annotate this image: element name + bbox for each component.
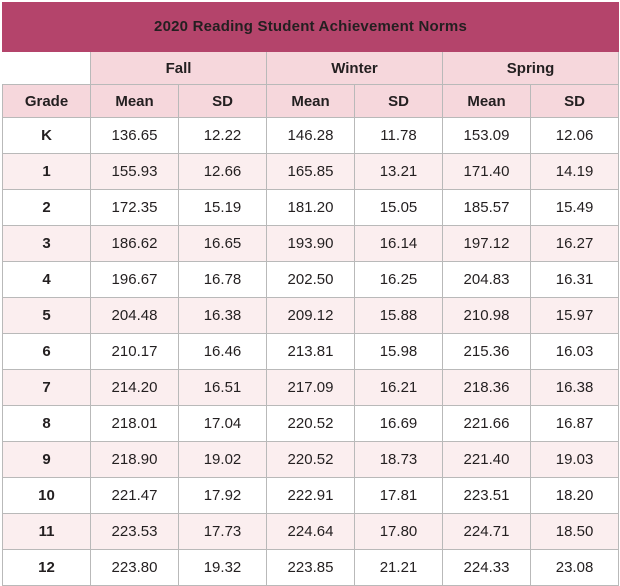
cell-spring-mean: 215.36 <box>443 334 531 370</box>
cell-fall-sd: 16.78 <box>179 262 267 298</box>
cell-grade: 7 <box>3 370 91 406</box>
cell-winter-mean: 217.09 <box>267 370 355 406</box>
cell-fall-mean: 218.90 <box>91 442 179 478</box>
cell-spring-sd: 23.08 <box>531 550 619 586</box>
cell-winter-sd: 16.25 <box>355 262 443 298</box>
norms-table-body <box>3 118 619 586</box>
cell-fall-sd: 19.32 <box>179 550 267 586</box>
cell-grade: 11 <box>3 514 91 550</box>
cell-spring-sd: 16.87 <box>531 406 619 442</box>
cell-grade: 10 <box>3 478 91 514</box>
column-header-winter-sd: SD <box>355 85 443 118</box>
column-header-fall-mean: Mean <box>91 85 179 118</box>
cell-fall-mean: 172.35 <box>91 190 179 226</box>
cell-fall-sd: 17.04 <box>179 406 267 442</box>
cell-fall-mean: 221.47 <box>91 478 179 514</box>
cell-fall-mean: 223.53 <box>91 514 179 550</box>
title-row <box>3 3 619 52</box>
cell-spring-sd: 18.20 <box>531 478 619 514</box>
table-row <box>3 478 619 514</box>
achievement-norms-table <box>2 2 619 586</box>
cell-spring-sd: 15.49 <box>531 190 619 226</box>
cell-grade: 2 <box>3 190 91 226</box>
cell-grade: 8 <box>3 406 91 442</box>
column-header-spring-mean: Mean <box>443 85 531 118</box>
column-header-fall-sd: SD <box>179 85 267 118</box>
cell-winter-mean: 220.52 <box>267 406 355 442</box>
cell-spring-sd: 16.27 <box>531 226 619 262</box>
cell-winter-sd: 17.81 <box>355 478 443 514</box>
cell-grade: 12 <box>3 550 91 586</box>
cell-fall-mean: 136.65 <box>91 118 179 154</box>
cell-grade: 1 <box>3 154 91 190</box>
table-row <box>3 370 619 406</box>
page-title: 2020 Reading Student Achievement Norms <box>3 3 619 52</box>
cell-winter-sd: 16.21 <box>355 370 443 406</box>
cell-winter-mean: 193.90 <box>267 226 355 262</box>
cell-fall-sd: 12.22 <box>179 118 267 154</box>
season-header-winter: Winter <box>267 52 443 85</box>
cell-grade: 6 <box>3 334 91 370</box>
cell-spring-mean: 224.71 <box>443 514 531 550</box>
cell-fall-mean: 155.93 <box>91 154 179 190</box>
season-header-fall: Fall <box>91 52 267 85</box>
cell-winter-sd: 21.21 <box>355 550 443 586</box>
table-row <box>3 550 619 586</box>
cell-fall-mean: 210.17 <box>91 334 179 370</box>
cell-fall-mean: 214.20 <box>91 370 179 406</box>
cell-winter-mean: 181.20 <box>267 190 355 226</box>
column-header-row <box>3 85 619 118</box>
cell-spring-mean: 197.12 <box>443 226 531 262</box>
cell-spring-sd: 14.19 <box>531 154 619 190</box>
cell-spring-sd: 16.38 <box>531 370 619 406</box>
cell-winter-mean: 202.50 <box>267 262 355 298</box>
cell-spring-mean: 218.36 <box>443 370 531 406</box>
cell-spring-mean: 224.33 <box>443 550 531 586</box>
cell-spring-mean: 171.40 <box>443 154 531 190</box>
season-header-row <box>3 52 619 85</box>
column-header-grade: Grade <box>3 85 91 118</box>
table-row <box>3 298 619 334</box>
cell-winter-mean: 209.12 <box>267 298 355 334</box>
cell-fall-mean: 186.62 <box>91 226 179 262</box>
cell-spring-sd: 18.50 <box>531 514 619 550</box>
cell-fall-sd: 19.02 <box>179 442 267 478</box>
cell-winter-sd: 16.14 <box>355 226 443 262</box>
table-row <box>3 226 619 262</box>
table-row <box>3 118 619 154</box>
cell-winter-sd: 11.78 <box>355 118 443 154</box>
cell-winter-sd: 15.05 <box>355 190 443 226</box>
cell-spring-mean: 223.51 <box>443 478 531 514</box>
cell-fall-sd: 16.51 <box>179 370 267 406</box>
cell-fall-sd: 17.92 <box>179 478 267 514</box>
table-row <box>3 154 619 190</box>
table-row <box>3 442 619 478</box>
cell-fall-sd: 12.66 <box>179 154 267 190</box>
cell-fall-mean: 218.01 <box>91 406 179 442</box>
cell-spring-sd: 15.97 <box>531 298 619 334</box>
table-row <box>3 190 619 226</box>
table-row <box>3 406 619 442</box>
cell-fall-sd: 17.73 <box>179 514 267 550</box>
cell-winter-mean: 213.81 <box>267 334 355 370</box>
cell-winter-mean: 220.52 <box>267 442 355 478</box>
cell-grade: 5 <box>3 298 91 334</box>
cell-winter-sd: 13.21 <box>355 154 443 190</box>
cell-winter-sd: 15.88 <box>355 298 443 334</box>
cell-grade: 3 <box>3 226 91 262</box>
cell-grade: K <box>3 118 91 154</box>
cell-winter-mean: 146.28 <box>267 118 355 154</box>
cell-winter-mean: 165.85 <box>267 154 355 190</box>
cell-winter-sd: 16.69 <box>355 406 443 442</box>
cell-spring-mean: 204.83 <box>443 262 531 298</box>
cell-winter-mean: 224.64 <box>267 514 355 550</box>
cell-winter-sd: 15.98 <box>355 334 443 370</box>
cell-winter-mean: 222.91 <box>267 478 355 514</box>
cell-winter-sd: 17.80 <box>355 514 443 550</box>
cell-spring-mean: 185.57 <box>443 190 531 226</box>
cell-grade: 9 <box>3 442 91 478</box>
cell-spring-mean: 153.09 <box>443 118 531 154</box>
cell-spring-sd: 12.06 <box>531 118 619 154</box>
cell-fall-sd: 16.65 <box>179 226 267 262</box>
column-header-spring-sd: SD <box>531 85 619 118</box>
cell-winter-sd: 18.73 <box>355 442 443 478</box>
season-header-blank <box>3 52 91 85</box>
cell-fall-mean: 223.80 <box>91 550 179 586</box>
cell-fall-sd: 15.19 <box>179 190 267 226</box>
table-row <box>3 334 619 370</box>
cell-fall-sd: 16.38 <box>179 298 267 334</box>
cell-spring-sd: 16.03 <box>531 334 619 370</box>
cell-winter-mean: 223.85 <box>267 550 355 586</box>
cell-spring-mean: 221.66 <box>443 406 531 442</box>
cell-spring-sd: 16.31 <box>531 262 619 298</box>
cell-spring-mean: 221.40 <box>443 442 531 478</box>
cell-grade: 4 <box>3 262 91 298</box>
cell-fall-mean: 204.48 <box>91 298 179 334</box>
cell-spring-sd: 19.03 <box>531 442 619 478</box>
table-row <box>3 514 619 550</box>
norms-table-container <box>0 2 620 586</box>
cell-fall-mean: 196.67 <box>91 262 179 298</box>
season-header-spring: Spring <box>443 52 619 85</box>
cell-spring-mean: 210.98 <box>443 298 531 334</box>
column-header-winter-mean: Mean <box>267 85 355 118</box>
table-row <box>3 262 619 298</box>
cell-fall-sd: 16.46 <box>179 334 267 370</box>
